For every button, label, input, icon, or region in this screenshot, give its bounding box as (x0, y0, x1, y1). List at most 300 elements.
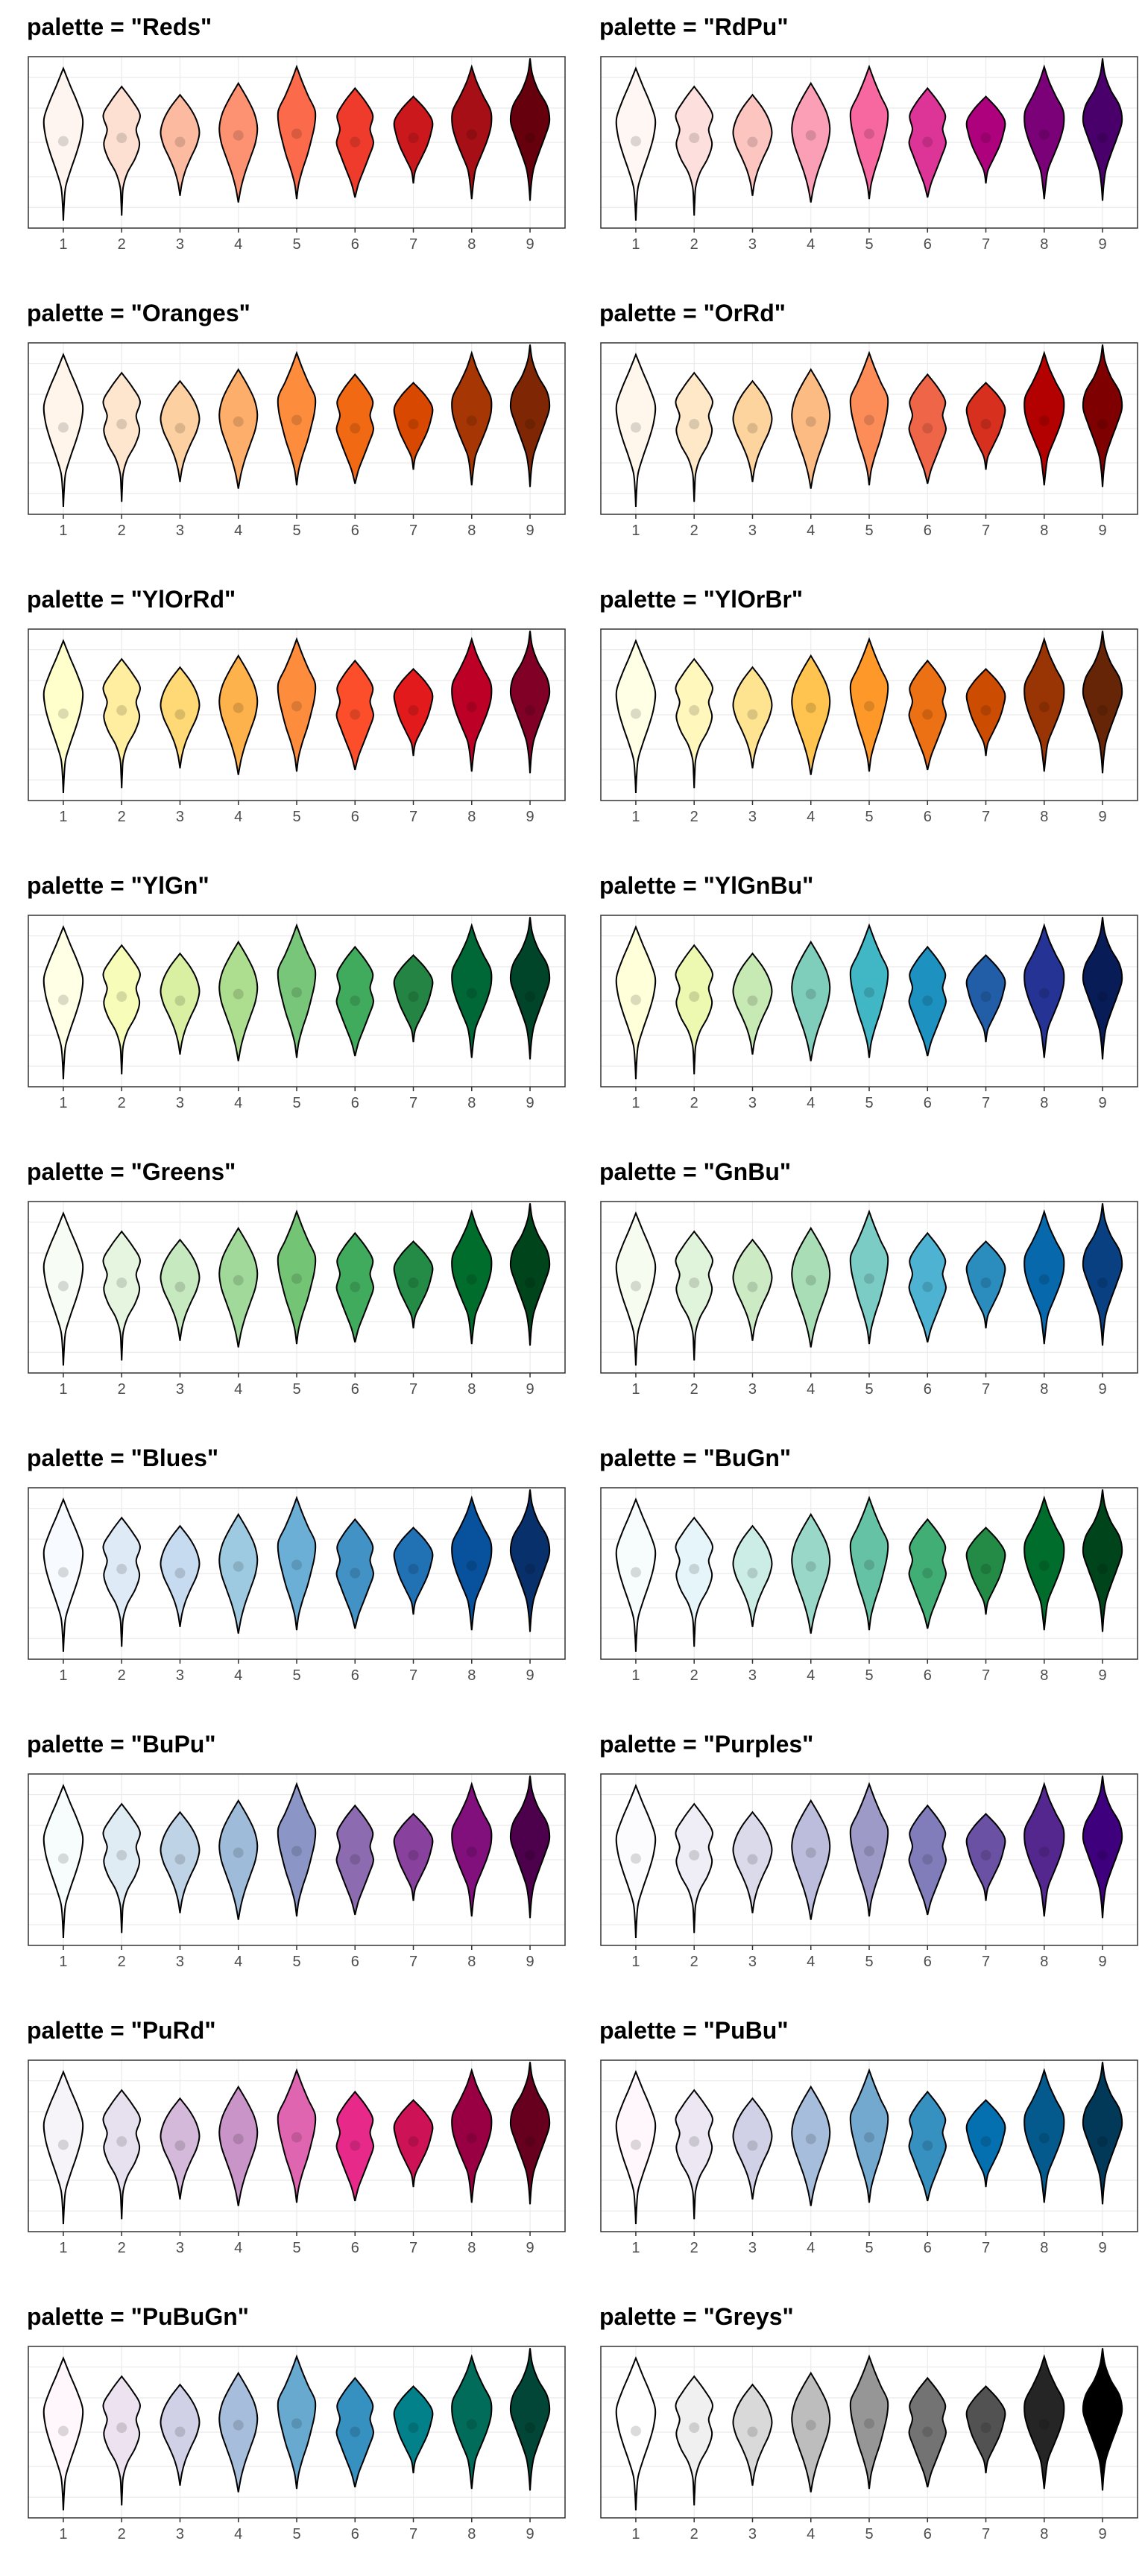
x-tick-label: 8 (1040, 2526, 1049, 2542)
chart-title: palette = "Greys" (599, 2303, 794, 2330)
x-tick-label: 8 (1040, 1667, 1049, 1684)
mean-point-7 (409, 1850, 419, 1860)
x-tick-label: 7 (409, 1095, 418, 1111)
x-tick-label: 8 (467, 2240, 476, 2256)
mean-point-2 (689, 705, 699, 716)
mean-point-5 (291, 2132, 302, 2142)
x-tick-label: 1 (631, 1667, 640, 1684)
violin-plot (572, 1145, 1145, 1431)
x-tick-label: 1 (59, 523, 68, 539)
mean-point-9 (1097, 2422, 1108, 2433)
mean-point-9 (525, 2136, 535, 2147)
x-tick-label: 1 (631, 1095, 640, 1111)
mean-point-4 (806, 1275, 816, 1286)
x-tick-label: 7 (981, 2526, 991, 2542)
x-tick-label: 1 (59, 1667, 68, 1684)
x-tick-label: 7 (409, 1381, 418, 1398)
mean-point-8 (467, 1561, 477, 1571)
mean-point-1 (631, 2139, 641, 2150)
mean-point-2 (116, 705, 127, 716)
violin-plot (0, 2004, 572, 2290)
mean-point-9 (1097, 133, 1108, 143)
mean-point-4 (806, 130, 816, 141)
violin-plot (572, 1717, 1145, 2004)
mean-point-1 (58, 136, 69, 146)
x-tick-label: 7 (981, 523, 991, 539)
violin-plot (572, 2004, 1145, 2290)
x-tick-label: 1 (631, 1954, 640, 1970)
violin-plot (0, 1145, 572, 1431)
mean-point-6 (350, 2141, 360, 2151)
mean-point-7 (981, 1278, 991, 1288)
mean-point-2 (116, 1850, 127, 1860)
mean-point-6 (350, 1282, 360, 1292)
x-tick-label: 9 (526, 523, 534, 539)
mean-point-3 (747, 2141, 757, 2151)
x-tick-label: 7 (981, 809, 991, 825)
x-tick-label: 4 (234, 2526, 243, 2542)
mean-point-9 (525, 419, 535, 429)
mean-point-9 (1097, 419, 1108, 429)
mean-point-5 (864, 1273, 874, 1284)
chart-title: palette = "Blues" (27, 1445, 219, 1471)
chart-panel-ylorbr (572, 572, 1145, 859)
chart-panel-gnbu (572, 1145, 1145, 1431)
x-tick-label: 8 (467, 809, 476, 825)
mean-point-7 (981, 1850, 991, 1860)
mean-point-9 (525, 705, 535, 716)
x-tick-label: 4 (807, 1667, 816, 1684)
chart-title: palette = "Greens" (27, 1158, 236, 1185)
mean-point-9 (1097, 2136, 1108, 2147)
mean-point-8 (1039, 2133, 1050, 2144)
x-tick-label: 4 (807, 1954, 816, 1970)
x-tick-label: 6 (350, 1381, 359, 1398)
violin-plot (0, 0, 572, 286)
mean-point-4 (806, 1848, 816, 1858)
x-tick-label: 7 (409, 236, 418, 253)
x-tick-label: 5 (292, 236, 301, 253)
mean-point-4 (233, 989, 244, 1000)
chart-title: palette = "PuBu" (599, 2017, 789, 2044)
x-tick-label: 3 (175, 523, 185, 539)
mean-point-9 (525, 1278, 535, 1288)
x-tick-label: 4 (807, 1381, 816, 1398)
x-tick-label: 4 (234, 1954, 243, 1970)
mean-point-2 (116, 2422, 127, 2433)
mean-point-3 (174, 1854, 185, 1865)
mean-point-6 (350, 137, 360, 148)
mean-point-2 (689, 1278, 699, 1288)
mean-point-1 (58, 1567, 69, 1577)
x-tick-label: 3 (748, 1381, 757, 1398)
x-tick-label: 9 (526, 2526, 534, 2542)
mean-point-1 (631, 1853, 641, 1863)
mean-point-5 (864, 1846, 874, 1856)
x-tick-label: 3 (175, 2240, 185, 2256)
mean-point-8 (467, 2133, 477, 2144)
x-tick-label: 2 (117, 2240, 126, 2256)
mean-point-6 (350, 1568, 360, 1579)
x-tick-label: 5 (292, 1667, 301, 1684)
mean-point-5 (291, 1559, 302, 1570)
mean-point-6 (922, 137, 933, 148)
mean-point-8 (1039, 1847, 1050, 1857)
chart-title: palette = "PuBuGn" (27, 2303, 249, 2330)
mean-point-5 (291, 1273, 302, 1284)
x-tick-label: 4 (234, 236, 243, 253)
x-tick-label: 9 (1098, 1954, 1107, 1970)
x-tick-label: 2 (117, 2526, 126, 2542)
x-tick-label: 5 (865, 1095, 874, 1111)
mean-point-1 (631, 422, 641, 432)
x-tick-label: 6 (350, 1095, 359, 1111)
x-tick-label: 7 (409, 1954, 418, 1970)
x-tick-label: 7 (409, 1667, 418, 1684)
x-tick-label: 9 (1098, 2240, 1107, 2256)
chart-panel-purd (0, 2004, 572, 2290)
x-tick-label: 3 (175, 1667, 185, 1684)
x-tick-label: 6 (350, 809, 359, 825)
mean-point-3 (174, 710, 185, 720)
mean-point-5 (291, 2418, 302, 2428)
mean-point-2 (689, 991, 699, 1002)
mean-point-8 (467, 702, 477, 713)
mean-point-6 (350, 423, 360, 434)
mean-point-8 (1039, 1561, 1050, 1571)
mean-point-5 (291, 1846, 302, 1856)
mean-point-1 (631, 994, 641, 1005)
violin-plot (0, 572, 572, 859)
violin-plot (572, 572, 1145, 859)
x-tick-label: 5 (865, 236, 874, 253)
mean-point-4 (233, 130, 244, 141)
mean-point-3 (174, 1568, 185, 1579)
violin-plot (0, 1431, 572, 1717)
x-tick-label: 8 (1040, 1954, 1049, 1970)
x-tick-label: 2 (690, 2526, 698, 2542)
mean-point-2 (116, 991, 127, 1002)
x-tick-label: 8 (467, 1381, 476, 1398)
mean-point-9 (1097, 991, 1108, 1002)
mean-point-1 (631, 136, 641, 146)
violin-plot (572, 2290, 1145, 2576)
x-tick-label: 3 (175, 1095, 185, 1111)
violin-plot (0, 859, 572, 1145)
x-tick-label: 5 (865, 1381, 874, 1398)
mean-point-7 (409, 1278, 419, 1288)
x-tick-label: 3 (748, 523, 757, 539)
mean-point-3 (747, 1854, 757, 1865)
x-tick-label: 5 (292, 2526, 301, 2542)
x-tick-label: 8 (1040, 2240, 1049, 2256)
x-tick-label: 5 (292, 1095, 301, 1111)
mean-point-1 (58, 1853, 69, 1863)
mean-point-6 (350, 996, 360, 1006)
chart-panel-ylgnbu (572, 859, 1145, 1145)
mean-point-4 (806, 1562, 816, 1572)
x-tick-label: 8 (467, 2526, 476, 2542)
x-tick-label: 9 (526, 1667, 534, 1684)
x-tick-label: 1 (59, 236, 68, 253)
chart-panel-bupu (0, 1717, 572, 2004)
x-tick-label: 7 (981, 236, 991, 253)
mean-point-8 (467, 1847, 477, 1857)
x-tick-label: 2 (690, 1954, 698, 1970)
mean-point-1 (631, 1281, 641, 1291)
mean-point-7 (981, 2136, 991, 2147)
mean-point-9 (1097, 705, 1108, 716)
mean-point-7 (981, 1564, 991, 1574)
x-tick-label: 3 (748, 236, 757, 253)
mean-point-8 (467, 1275, 477, 1285)
x-tick-label: 4 (234, 2240, 243, 2256)
x-tick-label: 9 (526, 2240, 534, 2256)
x-tick-label: 8 (1040, 1381, 1049, 1398)
mean-point-2 (116, 419, 127, 429)
mean-point-6 (350, 2427, 360, 2437)
x-tick-label: 8 (467, 1095, 476, 1111)
x-tick-label: 8 (1040, 1095, 1049, 1111)
mean-point-3 (747, 1568, 757, 1579)
mean-point-7 (409, 991, 419, 1002)
mean-point-9 (525, 1850, 535, 1860)
x-tick-label: 8 (467, 1667, 476, 1684)
chart-panel-greens (0, 1145, 572, 1431)
mean-point-4 (233, 417, 244, 427)
x-tick-label: 2 (690, 1095, 698, 1111)
x-tick-label: 4 (807, 236, 816, 253)
mean-point-4 (806, 2134, 816, 2144)
x-tick-label: 3 (748, 2526, 757, 2542)
mean-point-6 (922, 423, 933, 434)
x-tick-label: 6 (350, 1954, 359, 1970)
x-tick-label: 9 (526, 1381, 534, 1398)
mean-point-7 (409, 1564, 419, 1574)
violin-plot (572, 286, 1145, 572)
x-tick-label: 3 (748, 809, 757, 825)
x-tick-label: 5 (865, 1954, 874, 1970)
x-tick-label: 9 (526, 809, 534, 825)
x-tick-label: 6 (923, 1381, 932, 1398)
mean-point-3 (747, 996, 757, 1006)
mean-point-1 (58, 708, 69, 719)
mean-point-5 (864, 1559, 874, 1570)
x-tick-label: 9 (526, 236, 534, 253)
x-tick-label: 9 (1098, 1381, 1107, 1398)
mean-point-5 (864, 2132, 874, 2142)
mean-point-1 (58, 422, 69, 432)
chart-title: palette = "GnBu" (599, 1158, 792, 1185)
x-tick-label: 5 (865, 2526, 874, 2542)
mean-point-5 (291, 128, 302, 139)
mean-point-3 (747, 137, 757, 148)
x-tick-label: 5 (292, 2240, 301, 2256)
chart-panel-purples (572, 1717, 1145, 2004)
x-tick-label: 7 (981, 1095, 991, 1111)
chart-title: palette = "YlGnBu" (599, 872, 814, 899)
x-tick-label: 6 (923, 809, 932, 825)
chart-title: palette = "Purples" (599, 1731, 814, 1758)
mean-point-9 (1097, 1850, 1108, 1860)
x-tick-label: 3 (748, 2240, 757, 2256)
x-tick-label: 5 (865, 523, 874, 539)
mean-point-6 (922, 1854, 933, 1865)
chart-panel-ylorrd (0, 572, 572, 859)
x-tick-label: 1 (59, 1381, 68, 1398)
mean-point-5 (864, 128, 874, 139)
x-tick-label: 8 (467, 523, 476, 539)
x-tick-label: 6 (923, 1954, 932, 1970)
x-tick-label: 7 (981, 1667, 991, 1684)
mean-point-8 (467, 416, 477, 426)
mean-point-3 (747, 1282, 757, 1292)
violin-plot (0, 1717, 572, 2004)
x-tick-label: 5 (292, 1954, 301, 1970)
mean-point-8 (1039, 1275, 1050, 1285)
mean-point-2 (689, 419, 699, 429)
mean-point-4 (806, 989, 816, 1000)
x-tick-label: 1 (59, 809, 68, 825)
x-tick-label: 9 (1098, 236, 1107, 253)
x-tick-label: 8 (1040, 809, 1049, 825)
x-tick-label: 5 (292, 1381, 301, 1398)
x-tick-label: 4 (807, 1095, 816, 1111)
x-tick-label: 7 (409, 2240, 418, 2256)
violin-plot (572, 859, 1145, 1145)
mean-point-2 (116, 1564, 127, 1574)
mean-point-1 (631, 708, 641, 719)
mean-point-4 (233, 1562, 244, 1572)
mean-point-4 (233, 1275, 244, 1286)
mean-point-6 (922, 2427, 933, 2437)
mean-point-5 (291, 414, 302, 425)
chart-title: palette = "Oranges" (27, 300, 250, 326)
mean-point-5 (291, 701, 302, 711)
chart-title: palette = "BuPu" (27, 1731, 216, 1758)
mean-point-8 (467, 130, 477, 140)
x-tick-label: 8 (1040, 523, 1049, 539)
mean-point-6 (922, 1568, 933, 1579)
chart-panel-pubugn (0, 2290, 572, 2576)
x-tick-label: 2 (117, 1095, 126, 1111)
mean-point-7 (409, 419, 419, 429)
mean-point-1 (58, 994, 69, 1005)
mean-point-1 (631, 1567, 641, 1577)
chart-panel-bugn (572, 1431, 1145, 1717)
mean-point-6 (350, 710, 360, 720)
x-tick-label: 3 (748, 1095, 757, 1111)
chart-title: palette = "BuGn" (599, 1445, 792, 1471)
mean-point-7 (981, 991, 991, 1002)
x-tick-label: 3 (175, 1381, 185, 1398)
x-tick-label: 1 (631, 1381, 640, 1398)
x-tick-label: 5 (865, 2240, 874, 2256)
chart-panel-reds (0, 0, 572, 286)
x-tick-label: 4 (807, 2240, 816, 2256)
x-tick-label: 2 (117, 1381, 126, 1398)
x-tick-label: 1 (631, 2526, 640, 2542)
mean-point-1 (631, 2425, 641, 2436)
x-tick-label: 5 (292, 523, 301, 539)
violin-plot (572, 1431, 1145, 1717)
x-tick-label: 6 (350, 2526, 359, 2542)
x-tick-label: 8 (1040, 236, 1049, 253)
mean-point-4 (233, 2134, 244, 2144)
mean-point-3 (174, 1282, 185, 1292)
x-tick-label: 2 (117, 809, 126, 825)
mean-point-9 (1097, 1278, 1108, 1288)
mean-point-7 (981, 419, 991, 429)
x-tick-label: 4 (234, 1667, 243, 1684)
chart-title: palette = "RdPu" (599, 13, 789, 40)
x-tick-label: 7 (409, 523, 418, 539)
x-tick-label: 4 (234, 1381, 243, 1398)
mean-point-9 (525, 991, 535, 1002)
x-tick-label: 7 (981, 1381, 991, 1398)
x-tick-label: 4 (807, 2526, 816, 2542)
x-tick-label: 6 (923, 523, 932, 539)
chart-panel-rdpu (572, 0, 1145, 286)
x-tick-label: 5 (865, 1667, 874, 1684)
x-tick-label: 9 (1098, 1095, 1107, 1111)
chart-title: palette = "YlOrRd" (27, 586, 236, 613)
x-tick-label: 6 (923, 2526, 932, 2542)
x-tick-label: 9 (1098, 523, 1107, 539)
mean-point-3 (747, 710, 757, 720)
chart-title: palette = "YlGn" (27, 872, 209, 899)
mean-point-3 (174, 423, 185, 434)
x-tick-label: 1 (59, 2526, 68, 2542)
mean-point-4 (233, 703, 244, 713)
mean-point-9 (525, 2422, 535, 2433)
mean-point-6 (922, 996, 933, 1006)
x-tick-label: 3 (748, 1954, 757, 1970)
x-tick-label: 9 (1098, 809, 1107, 825)
x-tick-label: 6 (350, 2240, 359, 2256)
x-tick-label: 2 (690, 1381, 698, 1398)
mean-point-6 (922, 1282, 933, 1292)
x-tick-label: 1 (631, 236, 640, 253)
x-tick-label: 9 (1098, 2526, 1107, 2542)
mean-point-2 (689, 133, 699, 143)
mean-point-9 (1097, 1564, 1108, 1574)
mean-point-2 (116, 2136, 127, 2147)
x-tick-label: 7 (409, 2526, 418, 2542)
x-tick-label: 3 (175, 809, 185, 825)
violin-plot (572, 0, 1145, 286)
x-tick-label: 8 (467, 236, 476, 253)
x-tick-label: 7 (981, 1954, 991, 1970)
mean-point-6 (922, 2141, 933, 2151)
mean-point-3 (174, 2427, 185, 2437)
mean-point-8 (1039, 2419, 1050, 2430)
mean-point-4 (233, 1848, 244, 1858)
x-tick-label: 2 (117, 236, 126, 253)
x-tick-label: 2 (690, 236, 698, 253)
mean-point-2 (116, 133, 127, 143)
mean-point-2 (689, 1850, 699, 1860)
x-tick-label: 4 (807, 809, 816, 825)
x-tick-label: 1 (631, 523, 640, 539)
mean-point-3 (174, 137, 185, 148)
chart-panel-ylgn (0, 859, 572, 1145)
x-tick-label: 6 (350, 1667, 359, 1684)
x-tick-label: 9 (526, 1095, 534, 1111)
mean-point-3 (747, 2427, 757, 2437)
x-tick-label: 1 (59, 1954, 68, 1970)
mean-point-2 (689, 2422, 699, 2433)
